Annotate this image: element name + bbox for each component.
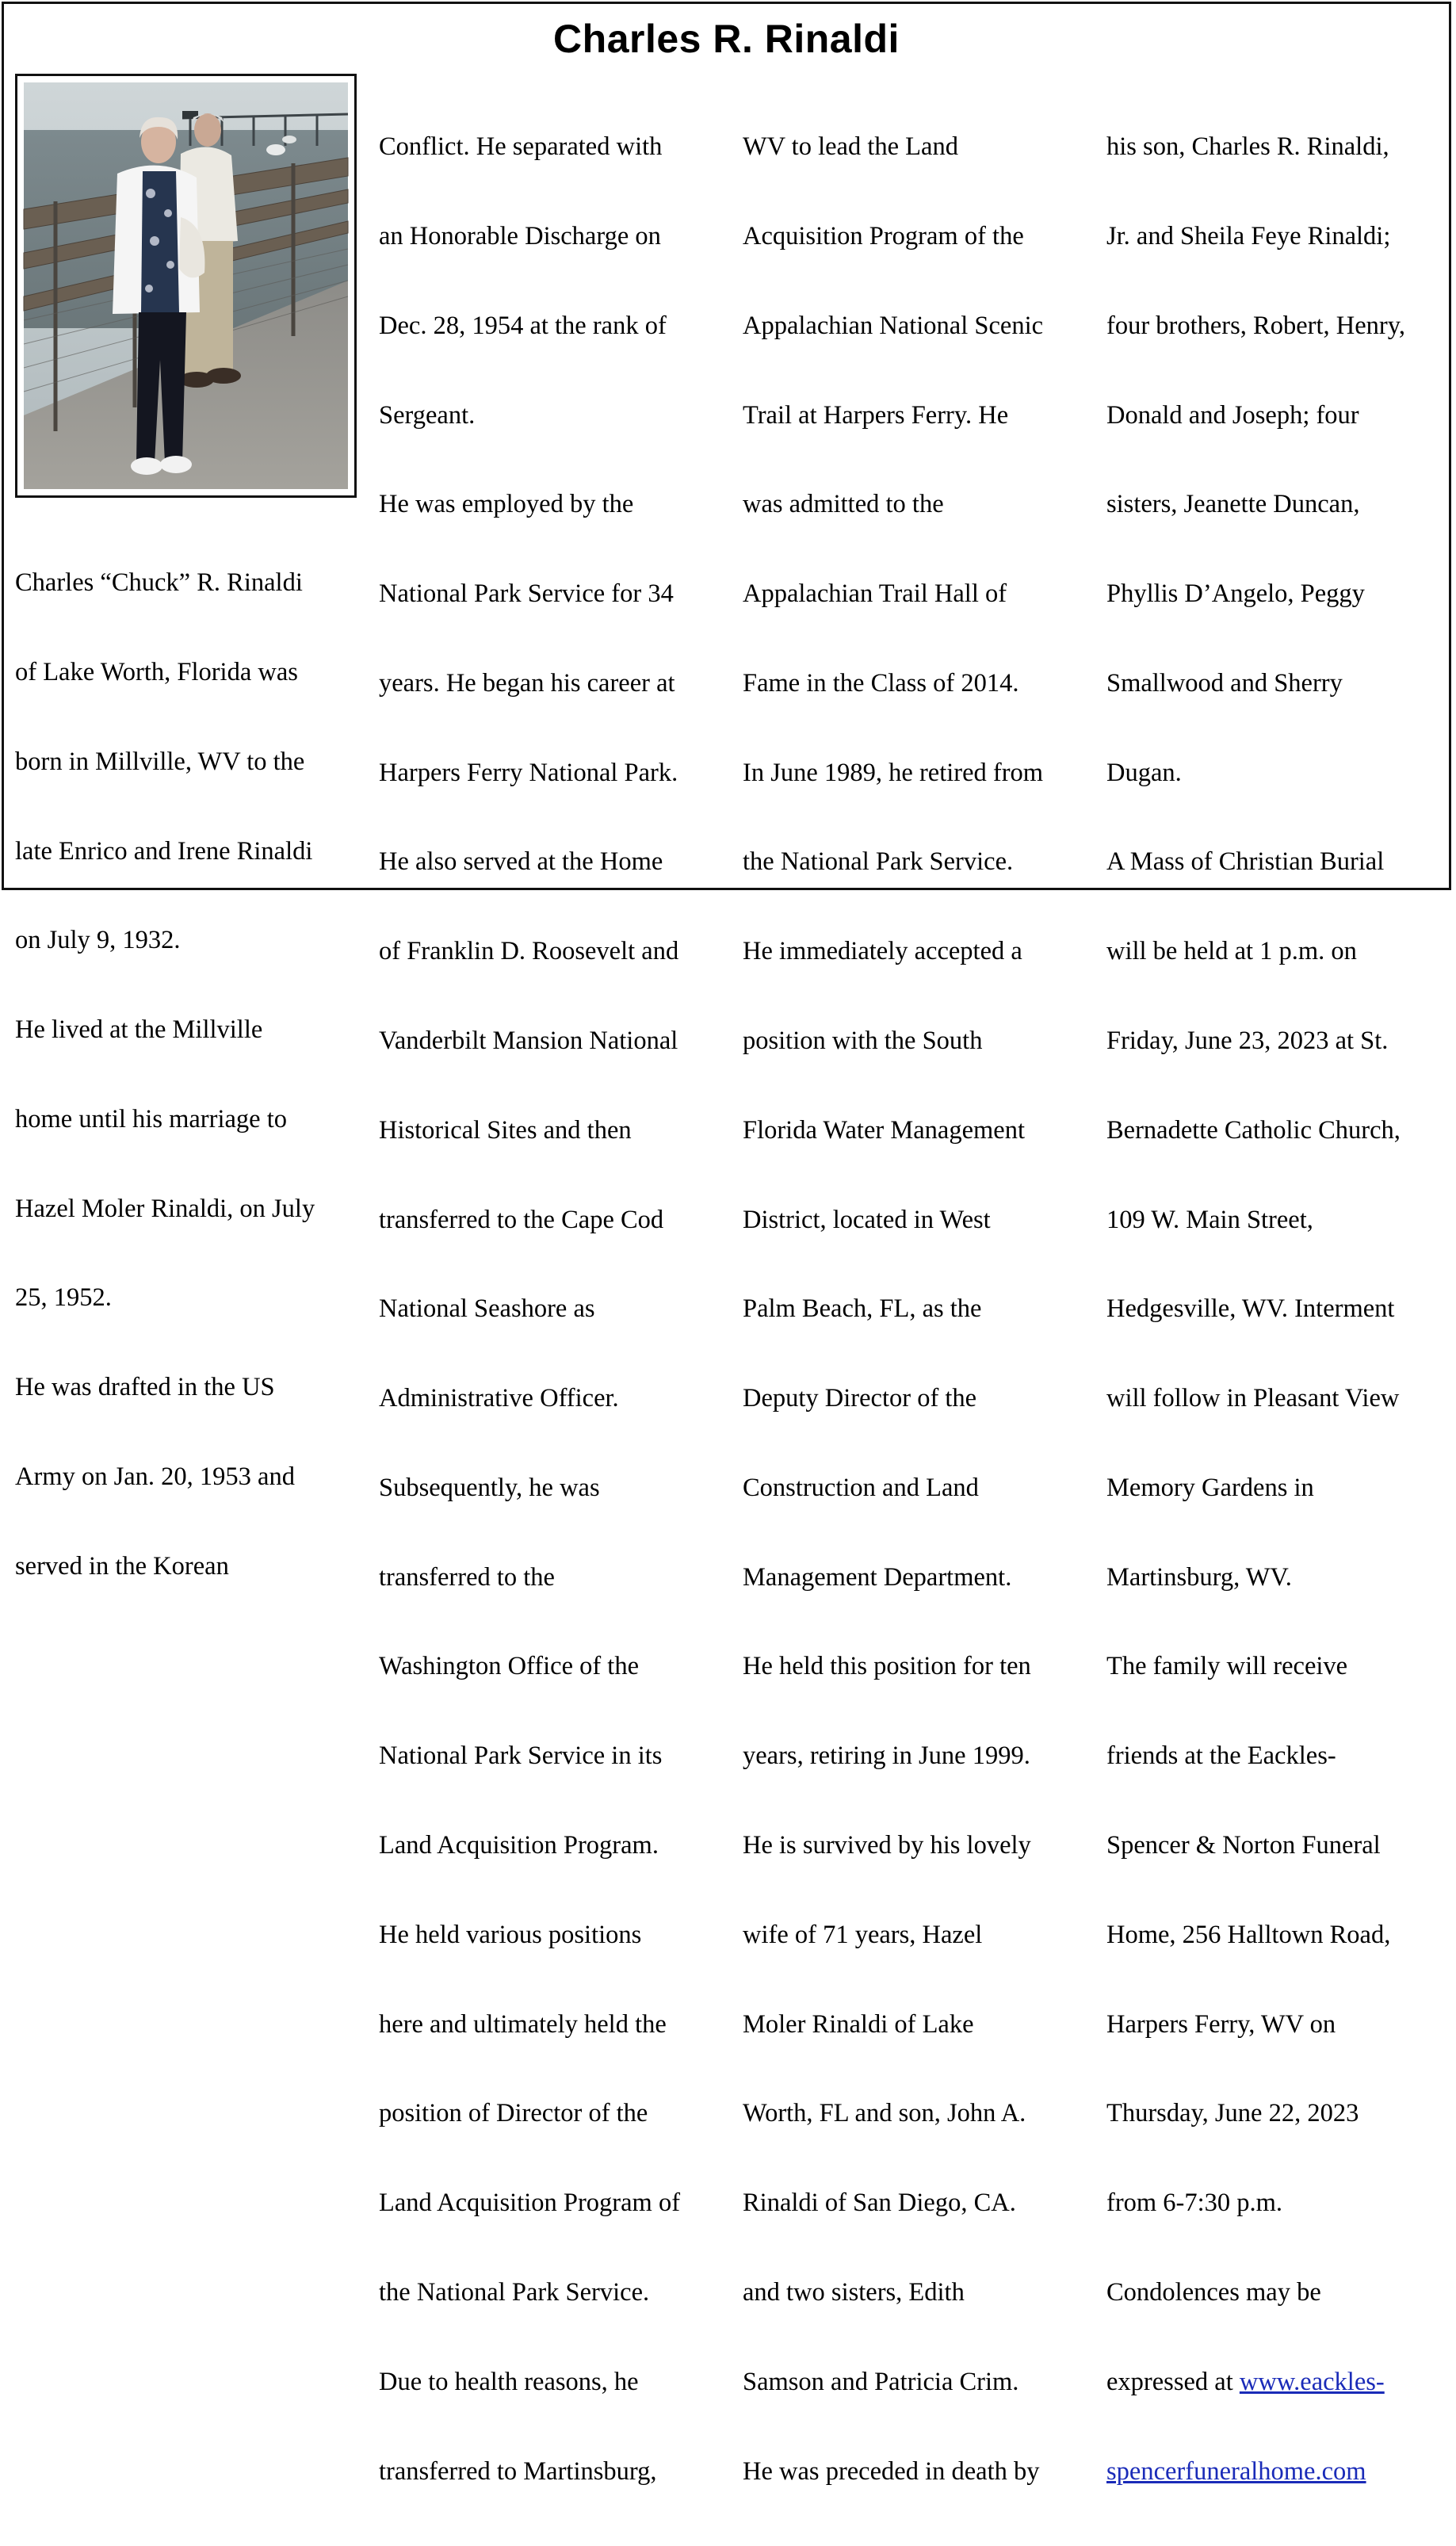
column-1 (15, 509, 315, 1642)
text-line: District, located in West (743, 1205, 991, 1234)
text-line: National Park Service in its (379, 1741, 663, 1771)
text-line: of Lake Worth, Florida was (15, 657, 298, 686)
text-line: National Seashore as (379, 1294, 595, 1324)
text-line: friends at the Eackles- (1106, 1741, 1336, 1771)
text-line: Hedgesville, WV. Interment (1106, 1294, 1395, 1324)
text-line: on July 9, 1932. (15, 926, 181, 955)
text-line: Harpers Ferry, WV on (1106, 2009, 1336, 2039)
text-line: his son, Charles R. Rinaldi, (1106, 132, 1389, 162)
text-line: and two sisters, Edith (743, 2277, 965, 2307)
text-line: Rinaldi of San Diego, CA. (743, 2189, 1016, 2218)
column-2 (379, 73, 680, 2546)
text-line: Charles “Chuck” R. Rinaldi (15, 568, 303, 598)
text-line: Appalachian National Scenic (743, 311, 1044, 340)
text-line: will follow in Pleasant View (1106, 1384, 1400, 1413)
text-line: Conflict. He separated with (379, 132, 663, 162)
text-line: Vanderbilt Mansion National (379, 1026, 678, 1055)
text-line: National Park Service for 34 (379, 579, 674, 609)
text-line: home until his marriage to (15, 1104, 287, 1133)
text-line: The family will receive (1106, 1652, 1348, 1681)
text-line: years, retiring in June 1999. (743, 1741, 1030, 1771)
text-line: served in the Korean (15, 1551, 229, 1581)
text-line: Management Department. (743, 1562, 1012, 1592)
column-3 (743, 73, 1043, 2546)
text-line-with-link (1106, 2368, 1405, 2398)
text-line: Friday, June 23, 2023 at St. (1106, 1026, 1389, 1055)
text-line: the National Park Service. (743, 847, 1014, 877)
text-line: Condolences may be (1106, 2277, 1321, 2307)
text-line: Thursday, June 22, 2023 (1106, 2099, 1359, 2128)
text-line: Hazel Moler Rinaldi, on July (15, 1194, 315, 1223)
text-line: He immediately accepted a (743, 937, 1022, 966)
text-line: Historical Sites and then (379, 1115, 632, 1145)
text-line: transferred to Martinsburg, (379, 2456, 657, 2486)
text-line: of Franklin D. Roosevelt and (379, 937, 679, 966)
text-line: Sergeant. (379, 400, 476, 430)
text-line: He held this position for ten (743, 1652, 1031, 1681)
text-line: WV to lead the Land (743, 132, 958, 162)
text-line: late Enrico and Irene Rinaldi (15, 836, 313, 866)
text-line: years. He began his career at (379, 668, 675, 698)
text-line: Spencer & Norton Funeral (1106, 1831, 1381, 1860)
text-line: Donald and Joseph; four (1106, 400, 1359, 430)
text-line: the National Park Service. (379, 2277, 650, 2307)
text-line: He is survived by his lovely (743, 1831, 1031, 1860)
text-line: He was drafted in the US (15, 1373, 275, 1402)
text-line: Phyllis D’Angelo, Peggy (1106, 579, 1365, 609)
text-line: will be held at 1 p.m. on (1106, 937, 1357, 966)
obituary-frame (2, 2, 1451, 2486)
text-line: Florida Water Management (743, 1115, 1025, 1145)
text-line: transferred to the Cape Cod (379, 1205, 664, 1234)
text-line: Palm Beach, FL, as the (743, 1294, 982, 1324)
text-line: He also served at the Home (379, 847, 663, 877)
text-line: Fame in the Class of 2014. (743, 668, 1019, 698)
text-line: Due to health reasons, he (379, 2367, 639, 2396)
text-line: Washington Office of the (379, 1652, 640, 1681)
text-line: Dec. 28, 1954 at the rank of (379, 311, 667, 340)
text-line: Dugan. (1106, 758, 1182, 787)
website-link-part-1[interactable]: www.eackles- (1239, 2367, 1385, 2396)
text-line: four brothers, Robert, Henry, (1106, 311, 1405, 340)
text-line: sisters, Jeanette Duncan, (1106, 490, 1360, 519)
text-line: A Mass of Christian Burial (1106, 847, 1385, 877)
text-line: Memory Gardens in (1106, 1473, 1314, 1502)
text-line: He was preceded in death by (743, 2456, 1040, 2486)
text-line: here and ultimately held the (379, 2009, 667, 2039)
text-line: Land Acquisition Program. (379, 1831, 659, 1860)
text-line: Harpers Ferry National Park. (379, 758, 678, 787)
text-line: Martinsburg, WV. (1106, 1562, 1292, 1592)
text-line: Trail at Harpers Ferry. He (743, 400, 1009, 430)
text-line: Smallwood and Sherry (1106, 668, 1343, 698)
text-line: Acquisition Program of the (743, 221, 1024, 250)
text-line: Army on Jan. 20, 1953 and (15, 1462, 295, 1491)
obituary-title: Charles R. Rinaldi (553, 17, 900, 61)
text-line: In June 1989, he retired from (743, 758, 1044, 787)
text-line: born in Millville, WV to the (15, 747, 305, 776)
text-line: Jr. and Sheila Feye Rinaldi; (1106, 221, 1391, 250)
text-line: He was employed by the (379, 490, 634, 519)
text-line: Samson and Patricia Crim. (743, 2367, 1019, 2396)
portrait-photo (24, 82, 348, 489)
text-line: an Honorable Discharge on (379, 221, 661, 250)
text-line: Construction and Land (743, 1473, 979, 1502)
text-line: He held various positions (379, 1920, 642, 1949)
text-line: Land Acquisition Program of (379, 2189, 681, 2218)
text-line: Administrative Officer. (379, 1384, 619, 1413)
text-line: He lived at the Millville (15, 1015, 263, 1045)
text-line: Moler Rinaldi of Lake (743, 2009, 974, 2039)
text-line: was admitted to the (743, 490, 944, 519)
text-line: Subsequently, he was (379, 1473, 600, 1502)
text-line-with-link (1106, 2457, 1405, 2487)
text-line: position of Director of the (379, 2099, 648, 2128)
text-line: 25, 1952. (15, 1283, 112, 1313)
website-link-part-2[interactable]: spencerfuneralhome.com (1106, 2456, 1366, 2486)
text-line: Worth, FL and son, John A. (743, 2099, 1026, 2128)
text-line: Home, 256 Halltown Road, (1106, 1920, 1391, 1949)
text-line: from 6-7:30 p.m. (1106, 2189, 1283, 2218)
link-prefix-text: expressed at (1106, 2367, 1240, 2396)
text-line: wife of 71 years, Hazel (743, 1920, 983, 1949)
text-line: 109 W. Main Street, (1106, 1205, 1313, 1234)
text-line: position with the South (743, 1026, 983, 1055)
photo-frame (15, 74, 357, 498)
text-line: Bernadette Catholic Church, (1106, 1115, 1401, 1145)
column-4 (1106, 73, 1405, 2546)
text-line: transferred to the (379, 1562, 555, 1592)
text-line: Appalachian Trail Hall of (743, 579, 1007, 609)
text-line: Deputy Director of the (743, 1384, 977, 1413)
